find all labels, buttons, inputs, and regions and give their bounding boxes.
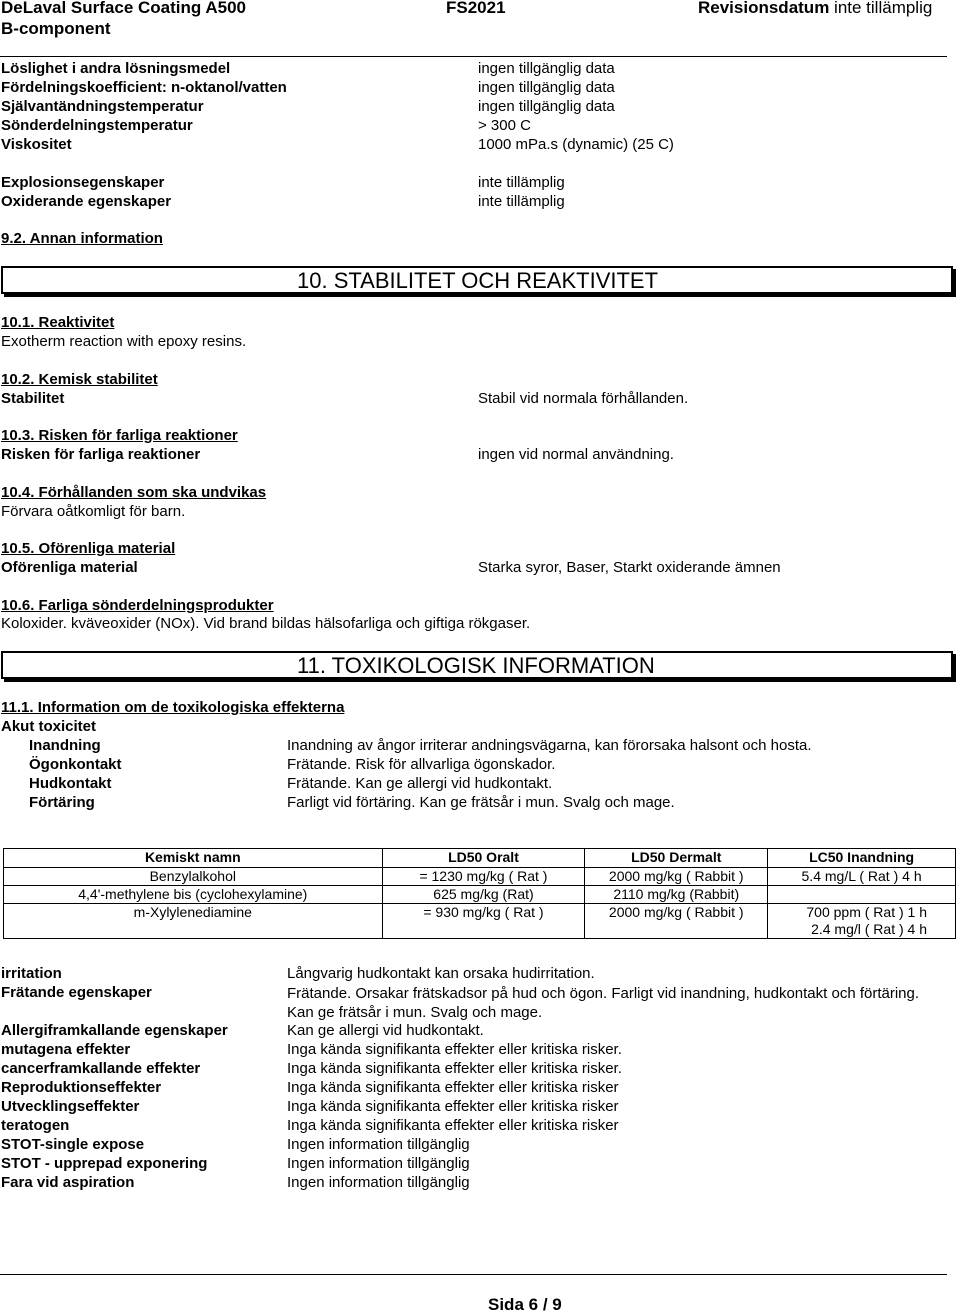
property-label: Fördelningskoefficient: n-oktanol/vatten <box>1 79 287 96</box>
effect-label: cancerframkallande effekter <box>1 1060 201 1077</box>
column-header: Kemiskt namn <box>4 849 383 868</box>
page-value: 6 / 9 <box>528 1295 562 1314</box>
column-header: LD50 Dermalt <box>585 849 768 868</box>
lc50-value: 700 ppm ( Rat ) 1 h <box>806 904 927 920</box>
section-10-title: 10. STABILITET OCH REAKTIVITET <box>297 268 659 293</box>
page-label: Sida <box>488 1295 524 1314</box>
effect-value: Inga kända signifikanta effekter eller kritiska risker <box>287 1079 619 1096</box>
section-10-4-heading: 10.4. Förhållanden som ska undvikas <box>1 484 267 501</box>
effect-label: Allergiframkallande egenskaper <box>1 1022 228 1039</box>
stability-value: Stabil vid normala förhållanden. <box>478 390 689 407</box>
effect-label: mutagena effekter <box>1 1041 131 1058</box>
toxicity-table <box>3 848 956 939</box>
effect-label: teratogen <box>1 1117 70 1134</box>
effect-value: Frätande. Orsakar frätskadsor på hud och ögon. Farligt vid inandning, hudkontakt och förtäring. Kan ge frätsår i mun. Svalg och mage. <box>287 985 920 1021</box>
revision-label: Revisionsdatum <box>698 0 830 17</box>
section-10-2-heading: 10.2. Kemisk stabilitet <box>1 371 158 388</box>
effect-label: Fara vid aspiration <box>1 1174 135 1191</box>
effect-value: Ingen information tillgänglig <box>287 1136 470 1153</box>
effect-value: Ingen information tillgänglig <box>287 1174 470 1191</box>
conditions-to-avoid-text: Förvara oåtkomligt för barn. <box>1 503 186 520</box>
section-11-title: 11. TOXIKOLOGISK INFORMATION <box>297 653 655 678</box>
property-value: inte tillämplig <box>478 174 565 191</box>
section-11-1-heading: 11.1. Information om de toxikologiska effekterna <box>1 699 345 716</box>
effect-label: Utvecklingseffekter <box>1 1098 140 1115</box>
section-10-6-heading: 10.6. Farliga sönderdelningsprodukter <box>1 597 274 614</box>
property-label: Självantändningstemperatur <box>1 98 204 115</box>
effect-value: Inga kända signifikanta effekter eller kritiska risker <box>287 1098 619 1115</box>
acute-route-value: Frätande. Risk för allvarliga ögonskador. <box>287 756 556 773</box>
property-label: Explosionsegenskaper <box>1 174 165 191</box>
section-10-banner <box>1 266 953 294</box>
table-row <box>4 886 956 904</box>
lc50-inhalation-cell <box>768 868 956 886</box>
reactivity-text: Exotherm reaction with epoxy resins. <box>1 333 247 350</box>
hazardous-reactions-value: ingen vid normal användning. <box>478 446 674 463</box>
effect-value: Inga kända signifikanta effekter eller kritiska risker. <box>287 1041 622 1058</box>
acute-route-label: Förtäring <box>29 794 95 811</box>
chemical-name-cell: Benzylalkohol <box>4 868 383 886</box>
effect-label: STOT - upprepad exponering <box>1 1155 208 1172</box>
property-value: ingen tillgänglig data <box>478 60 615 77</box>
acute-route-value: Inandning av ångor irriterar andningsvägarna, kan förorsaka halsont och hosta. <box>287 737 812 754</box>
acute-route-value: Farligt vid förtäring. Kan ge frätsår i mun. Svalg och mage. <box>287 794 675 811</box>
product-name: DeLaval Surface Coating A500 <box>1 0 247 17</box>
page-number <box>488 1295 562 1315</box>
header-rule <box>0 56 947 57</box>
stability-label: Stabilitet <box>1 390 65 407</box>
ld50-oral-cell: = 930 mg/kg ( Rat ) <box>382 904 585 939</box>
section-10-3-heading: 10.3. Risken för farliga reaktioner <box>1 427 238 444</box>
incompatible-materials-value: Starka syror, Baser, Starkt oxiderande ämnen <box>478 559 781 576</box>
lc50-value: 5.4 mg/L ( Rat ) 4 h <box>801 868 922 884</box>
effect-label: STOT-single expose <box>1 1136 145 1153</box>
effect-label: Reproduktionseffekter <box>1 1079 162 1096</box>
effect-value: Inga kända signifikanta effekter eller kritiska risker <box>287 1117 619 1134</box>
property-label: Viskositet <box>1 136 72 153</box>
acute-route-label: Inandning <box>29 737 101 754</box>
table-row <box>4 868 956 886</box>
section-9-2-heading: 9.2. Annan information <box>1 230 163 247</box>
acute-route-value: Frätande. Kan ge allergi vid hudkontakt. <box>287 775 553 792</box>
property-value: inte tillämplig <box>478 193 565 210</box>
section-11-banner <box>1 651 953 679</box>
property-label: Sönderdelningstemperatur <box>1 117 193 134</box>
effect-label: Frätande egenskaper <box>1 984 152 1001</box>
table-header-row <box>4 849 956 868</box>
ld50-oral-cell: = 1230 mg/kg ( Rat ) <box>382 868 585 886</box>
property-value: > 300 C <box>478 117 531 134</box>
revision-value: inte tillämplig <box>834 0 933 17</box>
property-value: 1000 mPa.s (dynamic) (25 C) <box>478 136 674 153</box>
column-header: LD50 Oralt <box>382 849 585 868</box>
effect-value: Kan ge allergi vid hudkontakt. <box>287 1022 484 1039</box>
section-10-1-heading: 10.1. Reaktivitet <box>1 314 115 331</box>
lc50-value: 2.4 mg/l ( Rat ) 4 h <box>811 921 927 937</box>
acute-toxicity-label: Akut toxicitet <box>1 718 97 735</box>
lc50-inhalation-cell <box>768 886 956 904</box>
decomposition-products-text: Koloxider. kväveoxider (NOx). Vid brand bildas hälsofarliga och giftiga rökgaser. <box>1 615 531 632</box>
chemical-name-cell: m-Xylylenediamine <box>4 904 383 939</box>
property-value: ingen tillgänglig data <box>478 79 615 96</box>
document-code: FS2021 <box>446 0 506 17</box>
table-row <box>4 904 956 939</box>
hazardous-reactions-label: Risken för farliga reaktioner <box>1 446 201 463</box>
incompatible-materials-label: Oförenliga material <box>1 559 138 576</box>
effect-label: irritation <box>1 965 62 982</box>
revision-date <box>698 0 932 18</box>
ld50-dermal-cell: 2000 mg/kg ( Rabbit ) <box>585 904 768 939</box>
acute-route-label: Hudkontakt <box>29 775 112 792</box>
acute-route-label: Ögonkontakt <box>29 756 122 773</box>
property-value: ingen tillgänglig data <box>478 98 615 115</box>
lc50-inhalation-cell <box>768 904 956 939</box>
footer-rule <box>0 1274 947 1275</box>
ld50-dermal-cell: 2110 mg/kg (Rabbit) <box>585 886 768 904</box>
property-label: Löslighet i andra lösningsmedel <box>1 60 231 77</box>
ld50-oral-cell: 625 mg/kg (Rat) <box>382 886 585 904</box>
effect-value: Inga kända signifikanta effekter eller kritiska risker. <box>287 1060 622 1077</box>
column-header: LC50 Inandning <box>768 849 956 868</box>
effect-value: Långvarig hudkontakt kan orsaka hudirritation. <box>287 965 595 982</box>
effect-value: Ingen information tillgänglig <box>287 1155 470 1172</box>
property-label: Oxiderande egenskaper <box>1 193 172 210</box>
chemical-name-cell: 4,4'-methylene bis (cyclohexylamine) <box>4 886 383 904</box>
component-name: B-component <box>1 19 111 38</box>
section-10-5-heading: 10.5. Oförenliga material <box>1 540 176 557</box>
ld50-dermal-cell: 2000 mg/kg ( Rabbit ) <box>585 868 768 886</box>
